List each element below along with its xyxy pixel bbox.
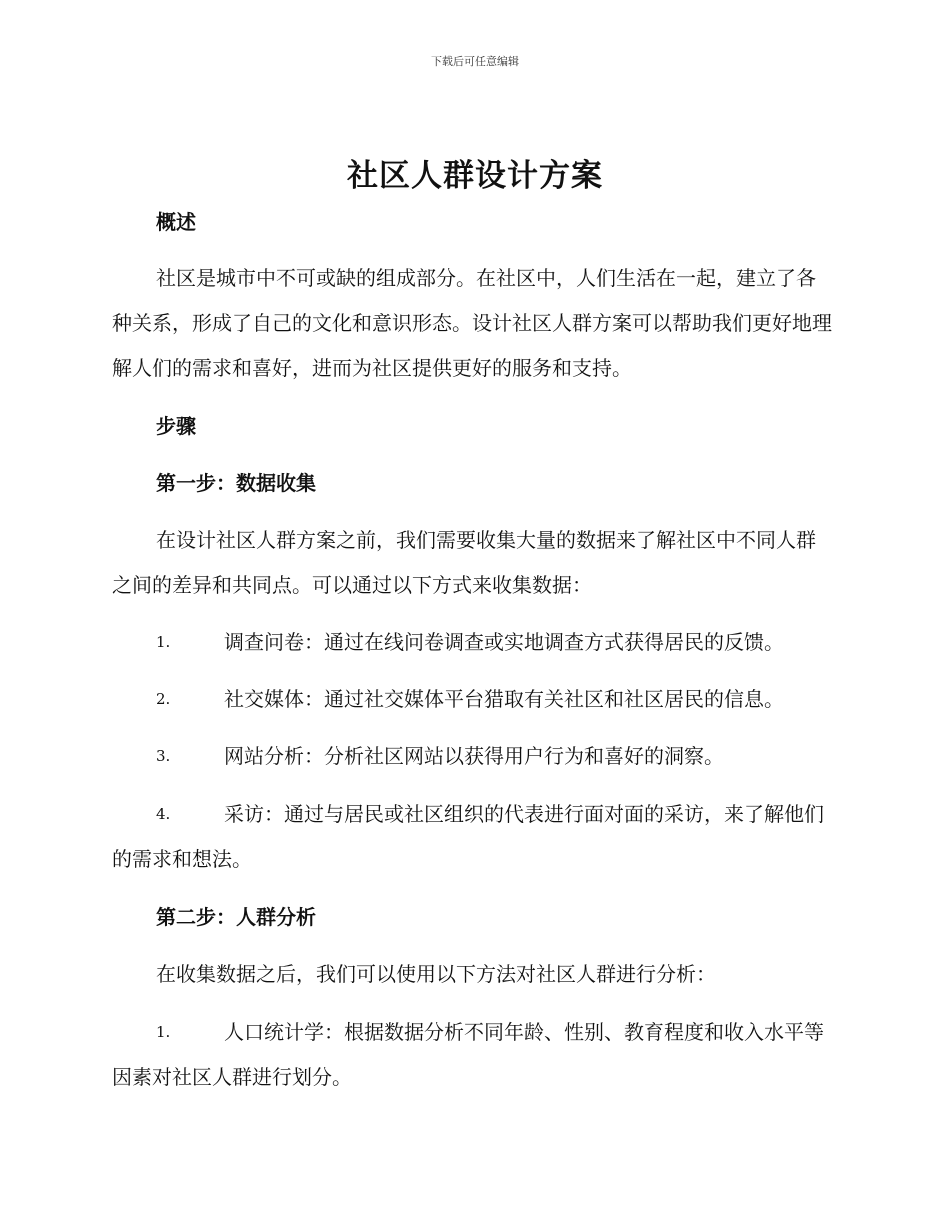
list-item-number: 1. [156, 1023, 171, 1041]
list-item-number: 1. [156, 633, 171, 651]
list-item-text: 调查问卷：通过在线问卷调查或实地调查方式获得居民的反馈。 [224, 630, 784, 654]
steps-heading: 步骤 [156, 414, 196, 438]
header-note: 下载后可任意编辑 [431, 55, 519, 68]
list-item-text: 人口统计学：根据数据分析不同年龄、性别、教育程度和收入水平等因素对社区人群进行划分。 [112, 1020, 824, 1089]
step2-intro-paragraph [112, 952, 832, 997]
list-item-text: 社交媒体：通过社交媒体平台猎取有关社区和社区居民的信息。 [224, 687, 784, 711]
step1-intro-text: 在设计社区人群方案之前，我们需要收集大量的数据来了解社区中不同人群之间的差异和共同点。可以通过以下方式来收集数据： [112, 528, 816, 597]
list-item-number: 4. [156, 805, 171, 823]
step1-heading: 第一步：数据收集 [156, 471, 316, 495]
list-item-number: 2. [156, 690, 171, 708]
list-item [112, 734, 832, 779]
list-item [112, 677, 832, 722]
list-item-text: 网站分析：分析社区网站以获得用户行为和喜好的洞察。 [224, 744, 724, 768]
list-item-text: 采访：通过与居民或社区组织的代表进行面对面的采访，来了解他们的需求和想法。 [112, 802, 824, 871]
list-item-number: 3. [156, 747, 171, 765]
step1-intro-paragraph [112, 518, 832, 608]
list-item [112, 620, 832, 665]
overview-paragraph [112, 256, 832, 391]
step2-intro-text: 在收集数据之后，我们可以使用以下方法对社区人群进行分析： [156, 962, 716, 986]
step2-heading: 第二步：人群分析 [156, 905, 316, 929]
list-item [112, 792, 832, 882]
list-item [112, 1010, 832, 1100]
overview-heading: 概述 [156, 210, 196, 234]
page-title: 社区人群设计方案 [347, 158, 603, 194]
overview-text: 社区是城市中不可或缺的组成部分。在社区中，人们生活在一起，建立了各种关系，形成了自己的文化和意识形态。设计社区人群方案可以帮助我们更好地理解人们的需求和喜好，进而为社区提供更好的服务和支持。 [112, 266, 832, 380]
